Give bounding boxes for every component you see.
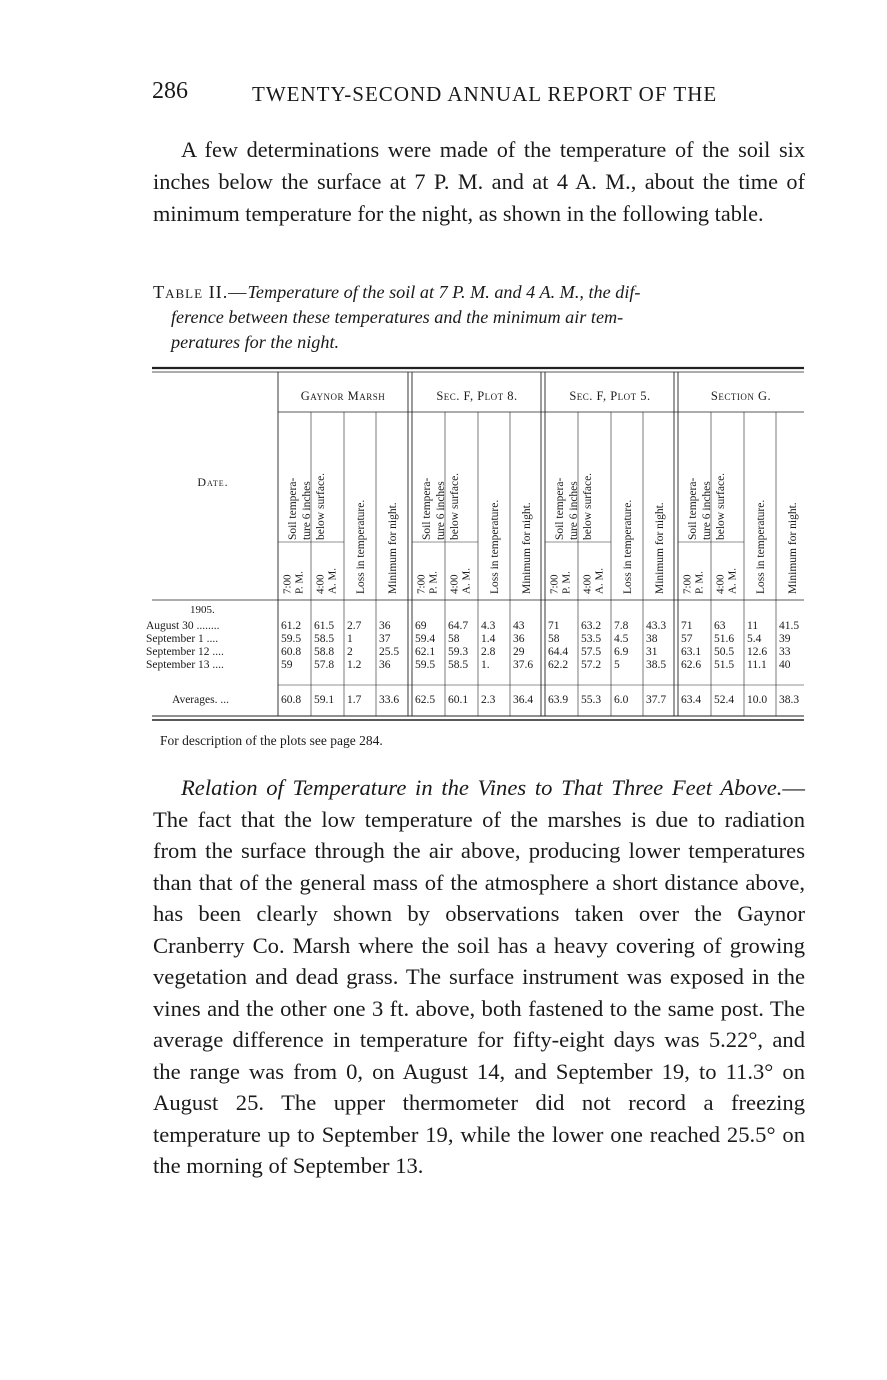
table-cell: 39 [779,633,791,645]
row-date: September 1 .... [146,633,219,645]
averages-cell: 37.7 [646,694,667,706]
table-cell: 4.3 [481,620,496,632]
table-cell: 64.4 [548,646,569,658]
soil-header-line: below surface. [315,472,327,540]
table-cell: 33 [779,646,791,658]
soil-header-line: below surface. [715,472,727,540]
table-cell: 36 [379,659,391,671]
table-cell: 63.2 [581,620,602,632]
time-header: P. M. [427,571,440,594]
table-cell: 37 [379,633,391,645]
table-cell: 43 [513,620,525,632]
soil-header-line: ture 6 inches [701,481,713,540]
table-cell: 63.1 [681,646,702,658]
table-cell: 71 [548,620,560,632]
table-cell: 59.3 [448,646,469,658]
caption-line-2: ference between these temperatures and the minimum air tem- [171,307,624,327]
running-title: TWENTY-SECOND ANNUAL REPORT OF THE [252,82,718,106]
time-header: 7:00 [548,574,561,594]
table-cell: 2.7 [347,620,362,632]
table-cell: 7.8 [614,620,629,632]
table-cell: 12.6 [747,646,768,658]
averages-label: Averages. ... [172,694,229,706]
table-cell: 36 [379,620,391,632]
time-header: 7:00 [281,574,294,594]
averages-cell: 1.7 [347,694,362,706]
time-header: 4:00 [314,574,327,594]
averages-cell: 52.4 [714,694,735,706]
table-cell: 36 [513,633,525,645]
time-header: P. M. [293,571,306,594]
table-cell: 58.8 [314,646,335,658]
soil-header-line: Soil tempera- [554,477,566,540]
table-cell: 61.5 [314,620,335,632]
minimum-header: Minimum for night. [521,502,533,594]
averages-cell: 55.3 [581,694,602,706]
table-cell: 64.7 [448,620,469,632]
table-cell: 4.5 [614,633,629,645]
time-header: 4:00 [581,574,594,594]
averages-cell: 63.4 [681,694,702,706]
caption-label: Table II.— [153,282,248,302]
date-header: Date. [197,475,229,489]
time-header: A. M. [593,568,606,594]
loss-header: Loss in temperature. [755,499,767,594]
averages-cell: 36.4 [513,694,534,706]
soil-header-line: ture 6 inches [301,481,313,540]
table-cell: 1.4 [481,633,496,645]
group-header: Sec. F, Plot 8. [436,389,518,403]
table-cell: 38.5 [646,659,667,671]
time-header: A. M. [726,568,739,594]
table-cell: 59.5 [415,659,436,671]
table-cell: 57.2 [581,659,602,671]
intro-paragraph: A few determinations were made of the temperature of the soil six inches below the surface at 7 P. M. and at 4 A. M., about the time of minimum temperature for the night, as shown in the following table. [153,137,805,226]
table-cell: 62.1 [415,646,436,658]
loss-header: Loss in temperature. [489,499,501,594]
table-cell: 1. [481,659,490,671]
table-cell: 53.5 [581,633,602,645]
soil-header-line: Soil tempera- [687,477,699,540]
minimum-header: Minimum for night. [387,502,399,594]
table-cell: 5 [614,659,620,671]
averages-cell: 10.0 [747,694,768,706]
averages-cell: 60.1 [448,694,469,706]
year-label: 1905. [190,604,215,616]
averages-cell: 59.1 [314,694,335,706]
table-footnote: For description of the plots see page 284. [160,733,383,748]
table-cell: 57.8 [314,659,335,671]
table-cell: 2.8 [481,646,496,658]
table-cell: 2 [347,646,353,658]
table-cell: 6.9 [614,646,629,658]
table-cell: 59 [281,659,293,671]
table-cell: 59.5 [281,633,302,645]
table-cell: 5.4 [747,633,762,645]
table-cell: 58.5 [314,633,335,645]
soil-header-line: Soil tempera- [287,477,299,540]
time-header: 7:00 [681,574,694,594]
time-header: P. M. [693,571,706,594]
table-cell: 61.2 [281,620,302,632]
averages-cell: 33.6 [379,694,400,706]
table-cell: 58 [448,633,460,645]
section-body: —The fact that the low temperature of the marshes is due to radiation from the surface through the air above, producing lower temperatures than that of the general mass of the atmosphere a short distance above, has been clearly shown by observations taken over the Gaynor Cranberry Co. Marsh where the soil has a heavy covering of growing vegetation and dead grass. The surface instrument was exposed in the vines and the other one 3 ft. above, both fastened to the same post. The average difference in temperature for fifty-eight days was 5.22°, and the range was from 0, on August 14, and September 19, to 11.3° on August 25. The upper thermometer did not record a freezing temperature up to September 19, while the lower one reached 25.5° on the morning of September 13. [153,775,805,1178]
table-cell: 58 [548,633,560,645]
table-cell: 38 [646,633,658,645]
table-cell: 59.4 [415,633,436,645]
group-header: Sec. F, Plot 5. [569,389,651,403]
section-title: Relation of Temperature in the Vines to That Three Feet Above. [181,775,783,800]
averages-cell: 6.0 [614,694,629,706]
soil-header-line: ture 6 inches [568,481,580,540]
soil-header-line: below surface. [582,472,594,540]
table-cell: 50.5 [714,646,735,658]
table-cell: 1.2 [347,659,362,671]
averages-cell: 38.3 [779,694,800,706]
table-cell: 1 [347,633,353,645]
group-header: Gaynor Marsh [300,389,386,403]
averages-cell: 2.3 [481,694,496,706]
table-cell: 60.8 [281,646,302,658]
averages-cell: 60.8 [281,694,302,706]
time-header: 4:00 [714,574,727,594]
table-cell: 69 [415,620,427,632]
table-cell: 57 [681,633,693,645]
table-cell: 11.1 [747,659,767,671]
table-cell: 43.3 [646,620,667,632]
table-cell: 41.5 [779,620,800,632]
time-header: A. M. [326,568,339,594]
table-cell: 40 [779,659,791,671]
table-cell: 37.6 [513,659,534,671]
table-cell: 62.6 [681,659,702,671]
table-cell: 58.5 [448,659,469,671]
table-cell: 29 [513,646,525,658]
page-number: 286 [152,78,188,104]
loss-header: Loss in temperature. [355,499,367,594]
table-cell: 62.2 [548,659,569,671]
loss-header: Loss in temperature. [622,499,634,594]
soil-header-line: below surface. [449,472,461,540]
table-cell: 51.5 [714,659,735,671]
time-header: P. M. [560,571,573,594]
averages-cell: 63.9 [548,694,569,706]
caption-line-3: peratures for the night. [171,332,340,352]
table-cell: 63 [714,620,726,632]
table-cell: 51.6 [714,633,735,645]
soil-header-line: Soil tempera- [421,477,433,540]
table-cell: 25.5 [379,646,400,658]
group-header: Section G. [710,389,772,403]
table-cell: 57.5 [581,646,602,658]
time-header: A. M. [460,568,473,594]
soil-header-line: ture 6 inches [435,481,447,540]
row-date: September 12 .... [146,646,224,658]
relation-paragraph [153,772,805,1182]
minimum-header: Minimum for night. [654,502,666,594]
minimum-header: Minimum for night. [787,502,799,594]
averages-cell: 62.5 [415,694,436,706]
row-date: September 13 .... [146,659,224,671]
table-cell: 71 [681,620,693,632]
table-cell: 31 [646,646,658,658]
time-header: 4:00 [448,574,461,594]
table-cell: 11 [747,620,759,632]
caption-line-1: Temperature of the soil at 7 P. M. and 4 A. M., the dif- [247,282,641,302]
time-header: 7:00 [415,574,428,594]
row-date: August 30 ........ [146,620,220,632]
